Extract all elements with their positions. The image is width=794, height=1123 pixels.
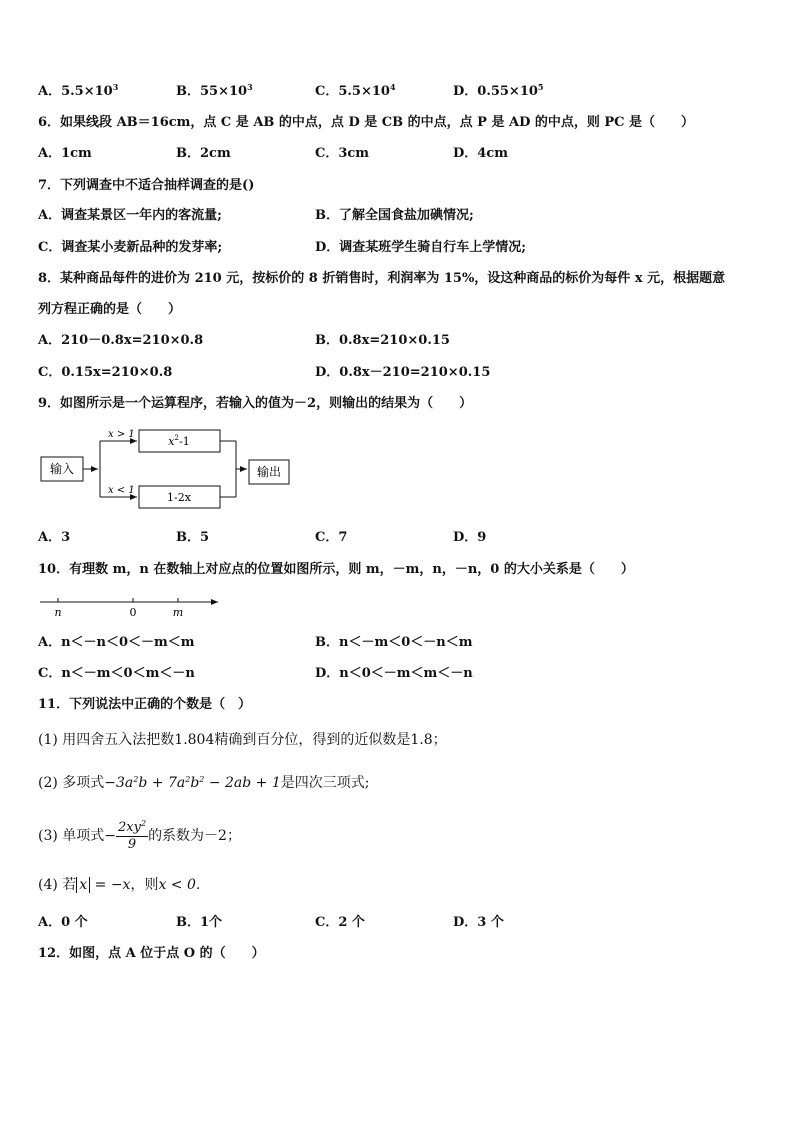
q10-number-line: [38, 592, 224, 622]
flow-top-expr: $x^2-1$: [168, 434, 190, 448]
q11-statement-4: (4) 若 x = −x，则x < 0.: [38, 877, 201, 893]
q7-option-d: D．调查某班学生骑自行车上学情况;: [315, 240, 527, 255]
q11-option-c: C．2 个: [315, 915, 365, 930]
q9-option-d: D．9: [453, 530, 487, 545]
q6-option-b: B．2cm: [176, 146, 231, 161]
flow-output-label: 输出: [256, 465, 282, 479]
q11-statement-1: (1) 用四舍五入法把数1.804精确到百分位，得到的近似数是1.8；: [38, 732, 447, 748]
flow-input-label: 输入: [49, 462, 75, 476]
flow-cond-top: x > 1: [108, 429, 135, 440]
q5-option-a: A．$5.5\times 10^3$: [38, 82, 119, 99]
q7-option-a: A．调查某景区一年内的客流量;: [38, 208, 222, 223]
q5-option-b: B．$55\times 10^3$: [176, 82, 253, 99]
q8-option-b: B．0.8x=210×0.15: [315, 333, 450, 348]
q10-option-b: B．n＜－m＜0＜－n＜m: [315, 635, 473, 650]
q10-option-c: C．n＜－m＜0＜m＜－n: [38, 666, 195, 681]
q9-option-b: B．5: [176, 530, 210, 545]
q10-stem: 10．有理数 m，n 在数轴上对应点的位置如图所示，则 m，－m，n，－n，0 的大小关系是（ ）: [38, 562, 634, 577]
q11-monomial-fraction: $\frac{2xy^2}{9}$: [118, 818, 147, 852]
q7-option-b: B．了解全国食盐加碘情况;: [315, 208, 474, 223]
q6-option-c: C．3cm: [315, 146, 370, 161]
flow-cond-bottom: x < 1: [108, 485, 135, 496]
flow-bottom-expr: 1-2x: [167, 491, 191, 504]
q10-option-d: D．n＜0＜－m＜m＜－n: [315, 666, 473, 681]
axis-label-m: m: [172, 606, 184, 619]
q9-flowchart: [38, 424, 298, 514]
axis-label-0: 0: [129, 606, 137, 619]
q11-statement-2: (2) 多项式$-3a^2b + 7a^2b^2 - 2ab + 1$是四次三项式;: [38, 775, 370, 791]
q9-option-c: C．7: [315, 530, 348, 545]
q8-stem-line2: 列方程正确的是（ ）: [38, 302, 182, 317]
q8-stem-line1: 8．某种商品每件的进价为 210 元，按标价的 8 折销售时，利润率为 15%，设这种商品的标价为每件 x 元，根据题意: [38, 271, 726, 286]
q11-stem: 11．下列说法中正确的个数是（ ）: [38, 697, 252, 712]
q12-stem: 12．如图，点 A 位于点 O 的（ ）: [38, 946, 265, 961]
q9-option-a: A．3: [38, 530, 71, 545]
q8-option-a: A．210－0.8x=210×0.8: [38, 333, 204, 348]
q10-option-a: A．n＜－n＜0＜－m＜m: [38, 635, 195, 650]
q11-option-a: A．0 个: [38, 915, 88, 930]
q11-option-b: B．1个: [176, 915, 223, 930]
q11-statement-3: (3) 单项式− $\frac{2xy^2}{9}$ 的系数为－2；: [38, 818, 241, 852]
q5-option-d: D．$0.55\times 10^5$: [453, 82, 544, 99]
q7-stem: 7．下列调查中不适合抽样调查的是(): [38, 178, 255, 193]
q6-stem: 6．如果线段 AB＝16cm，点 C 是 AB 的中点，点 D 是 CB 的中点，点 P 是 AD 的中点，则 PC 是（ ）: [38, 115, 695, 130]
q5-option-c: C．$5.5\times 10^4$: [315, 82, 396, 99]
q8-option-d: D．0.8x－210=210×0.15: [315, 365, 491, 380]
axis-label-n: n: [54, 606, 62, 619]
q8-option-c: C．0.15x=210×0.8: [38, 365, 173, 380]
q6-option-a: A．1cm: [38, 146, 92, 161]
q11-polynomial: $-3a^2b + 7a^2b^2 - 2ab + 1$: [104, 775, 281, 791]
q9-stem: 9．如图所示是一个运算程序，若输入的值为－2，则输出的结果为（ ）: [38, 396, 473, 411]
q7-option-c: C．调查某小麦新品种的发芽率;: [38, 240, 223, 255]
q11-option-d: D．3 个: [453, 915, 504, 930]
q6-option-d: D．4cm: [453, 146, 508, 161]
